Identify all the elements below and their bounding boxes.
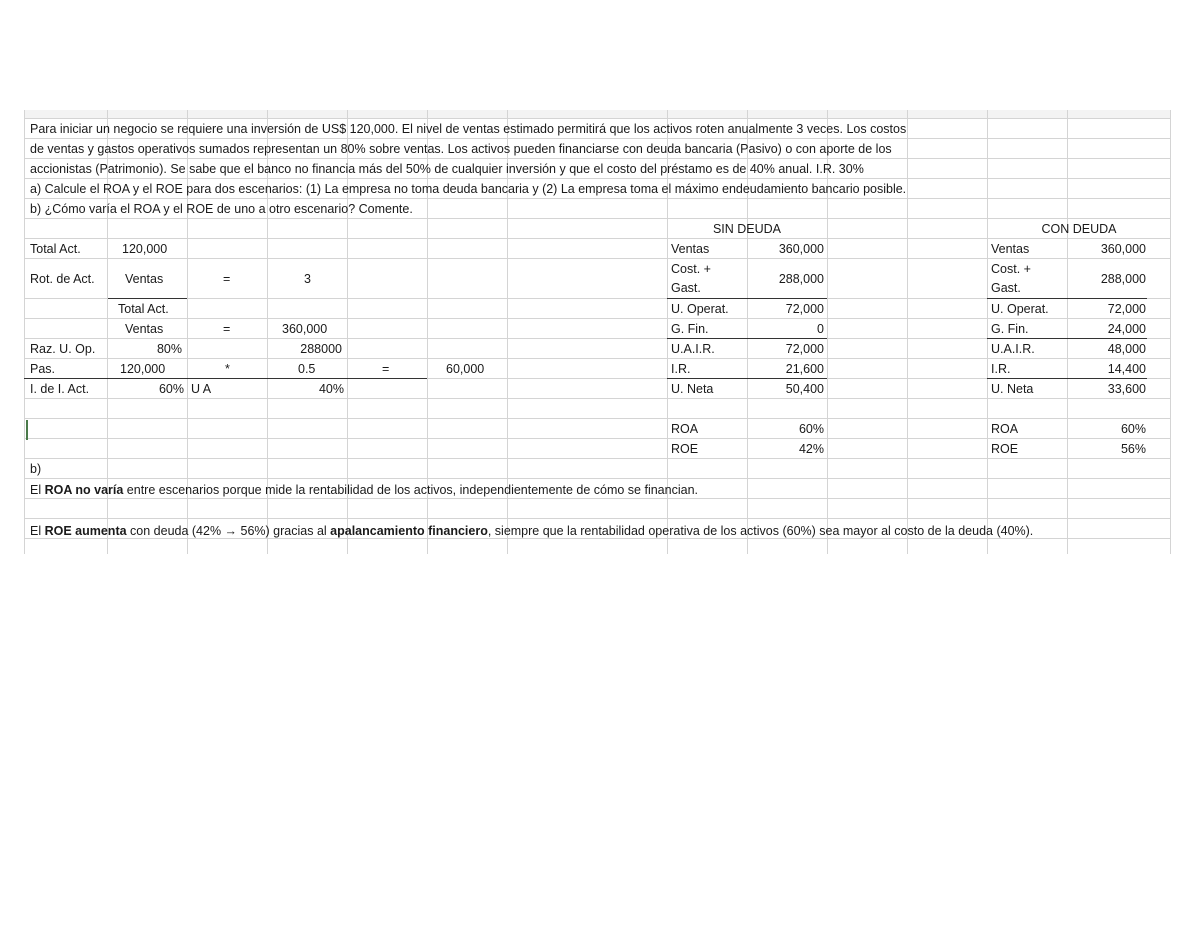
total-act-label: Total Act. bbox=[30, 242, 81, 256]
ventas-label: Ventas bbox=[125, 322, 164, 336]
sin-ventas-label: Ventas bbox=[671, 242, 710, 256]
pas-operator: * bbox=[225, 362, 230, 376]
ida-label: I. de I. Act. bbox=[30, 382, 90, 396]
con-gfin-label: G. Fin. bbox=[991, 322, 1029, 336]
answer-roa-line: El ROA no varía entre escenarios porque mide la rentabilidad de los activos, independientemente de cómo se financian. bbox=[30, 483, 698, 497]
con-uneta-label: U. Neta bbox=[991, 382, 1034, 396]
answer-roe-line: El ROE aumenta con deuda (42% → 56%) gracias al apalancamiento financiero, siempre que la rentabilidad operativa de los activos (60%) sea mayor al costo de la deuda (40%). bbox=[30, 524, 1034, 538]
sin-roe-value: 42% bbox=[798, 442, 824, 456]
sin-uop-value: 72,000 bbox=[785, 302, 824, 316]
rot-label: Rot. de Act. bbox=[30, 272, 95, 286]
sin-roa-label: ROA bbox=[671, 422, 699, 436]
sin-cost-label: Cost. + bbox=[671, 262, 711, 276]
spreadsheet-grid[interactable] bbox=[24, 110, 1171, 554]
con-cost-value: 288,000 bbox=[1100, 272, 1146, 286]
ida-ua: U A bbox=[191, 382, 212, 396]
con-roe-value: 56% bbox=[1120, 442, 1146, 456]
raz-label: Raz. U. Op. bbox=[30, 342, 96, 356]
sin-gfin-label: G. Fin. bbox=[671, 322, 709, 336]
cell-cursor[interactable] bbox=[26, 420, 28, 440]
sin-roa-value: 60% bbox=[798, 422, 824, 436]
sin-uneta-value: 50,400 bbox=[785, 382, 824, 396]
con-uop-label: U. Operat. bbox=[991, 302, 1049, 316]
pas-equals: = bbox=[382, 362, 390, 376]
sin-gfin-value: 0 bbox=[817, 322, 824, 336]
rot-denominator: Total Act. bbox=[118, 302, 169, 316]
con-roa-label: ROA bbox=[991, 422, 1019, 436]
problem-line-1: Para iniciar un negocio se requiere una inversión de US$ 120,000. El nivel de ventas estimado permitirá que los activos roten anualmente 3 veces. Los costos bbox=[30, 122, 907, 136]
con-gfin-value: 24,000 bbox=[1107, 322, 1146, 336]
pas-result: 60,000 bbox=[446, 362, 485, 376]
sin-uneta-label: U. Neta bbox=[671, 382, 714, 396]
rot-equals: = bbox=[223, 272, 231, 286]
sin-cost-label-2: Gast. bbox=[671, 281, 701, 295]
sin-cost-value: 288,000 bbox=[778, 272, 824, 286]
gridline bbox=[24, 478, 1171, 479]
rot-numerator: Ventas bbox=[125, 272, 164, 286]
con-roe-label: ROE bbox=[991, 442, 1019, 456]
question-b: b) ¿Cómo varía el ROA y el ROE de uno a otro escenario? Comente. bbox=[30, 202, 413, 216]
sin-roe-label: ROE bbox=[671, 442, 699, 456]
problem-line-2: de ventas y gastos operativos sumados representan un 80% sobre ventas. Los activos pueden financiarse con deuda bancaria (Pasivo) o con aporte de los bbox=[30, 142, 892, 156]
ventas-equals: = bbox=[223, 322, 231, 336]
sin-uair-value: 72,000 bbox=[785, 342, 824, 356]
con-ir-label: I.R. bbox=[991, 362, 1011, 376]
sin-deuda-header: SIN DEUDA bbox=[712, 222, 782, 236]
ventas-value: 360,000 bbox=[282, 322, 328, 336]
answer-b-label: b) bbox=[30, 462, 42, 476]
con-ventas-value: 360,000 bbox=[1100, 242, 1146, 256]
gridline bbox=[1170, 110, 1171, 554]
gridline bbox=[24, 110, 25, 554]
con-uop-value: 72,000 bbox=[1107, 302, 1146, 316]
sin-uair-label: U.A.I.R. bbox=[671, 342, 715, 356]
con-uair-value: 48,000 bbox=[1107, 342, 1146, 356]
con-cost-label-2: Gast. bbox=[991, 281, 1021, 295]
con-cost-label: Cost. + bbox=[991, 262, 1031, 276]
question-a: a) Calcule el ROA y el ROE para dos escenarios: (1) La empresa no toma deuda bancaria y (2) La empresa toma el máximo endeudamiento bancario posible. bbox=[30, 182, 907, 196]
ida-rate: 40% bbox=[318, 382, 344, 396]
raz-value: 288000 bbox=[300, 342, 342, 356]
sin-ir-value: 21,600 bbox=[785, 362, 824, 376]
pas-label: Pas. bbox=[30, 362, 56, 376]
pas-value: 120,000 bbox=[120, 362, 166, 376]
sin-ir-label: I.R. bbox=[671, 362, 691, 376]
con-roa-value: 60% bbox=[1120, 422, 1146, 436]
con-ir-value: 14,400 bbox=[1107, 362, 1146, 376]
gridline bbox=[24, 518, 1171, 519]
gridline bbox=[907, 110, 908, 554]
con-uair-label: U.A.I.R. bbox=[991, 342, 1035, 356]
con-ventas-label: Ventas bbox=[991, 242, 1030, 256]
total-act-value: 120,000 bbox=[122, 242, 168, 256]
sin-uop-label: U. Operat. bbox=[671, 302, 729, 316]
raz-pct: 80% bbox=[156, 342, 182, 356]
ida-pct: 60% bbox=[158, 382, 184, 396]
con-uneta-value: 33,600 bbox=[1107, 382, 1146, 396]
pas-factor: 0.5 bbox=[298, 362, 316, 376]
rot-value: 3 bbox=[304, 272, 311, 286]
sin-ventas-value: 360,000 bbox=[778, 242, 824, 256]
con-deuda-header: CON DEUDA bbox=[1041, 222, 1117, 236]
problem-line-3: accionistas (Patrimonio). Se sabe que el banco no financia más del 50% de cualquier inversión y que el costo del préstamo es de 40% anual. I.R. 30% bbox=[30, 162, 864, 176]
